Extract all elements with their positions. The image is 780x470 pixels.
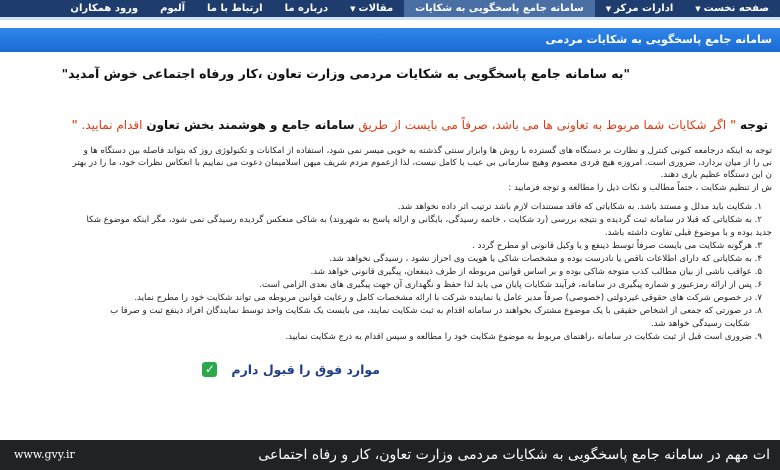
nav-item-label: درباره ما	[284, 3, 329, 14]
nav-item-label: مقالات	[358, 3, 394, 14]
accept-terms-row[interactable]	[202, 362, 380, 377]
intro-paragraph-line: ن این دستگاه عظیم یاری دهند.	[660, 170, 772, 180]
nav-item-label: آلبوم	[160, 3, 186, 14]
rule-item: ۵. عواقب ناشی از بیان مطالب کذب متوجه شاکی بوده و بر اساس قوانین مربوطه از طرف ذینفعان، پیگیری قانونی خواهد شد.	[310, 267, 762, 277]
rule-item: ۶. پس از ارائه رمزعبور و شماره پیگیری در سامانه، فرآیند شکایات پایان می یابد لذا حفظ و نگهداری آن جهت پیگیری های بعدی الزامی است.	[259, 280, 762, 290]
nav-item-home[interactable]	[684, 0, 780, 17]
rule-item-continued: شکایت رسیدگی خواهد شد.	[651, 319, 750, 329]
nav-item-about[interactable]	[274, 0, 340, 17]
intro-paragraph-line: توجه به اینکه درجامعه کنونی کنترل و نظارت بر دستگاه های گسترده با روش ها وابزار سنتی گذشته به خوبی میسر نمی شود، استفاده از امکانات و تکنولوژی روز که بتواند فاصله بین دستگاه ها و	[83, 146, 772, 156]
cooperative-notice	[71, 118, 768, 132]
nav-item-complaints-system[interactable]	[404, 0, 595, 17]
nav-item-label: ارتباط با ما	[207, 3, 263, 14]
nav-menu	[0, 0, 780, 17]
nav-divider	[0, 17, 780, 20]
rule-item-continued: جدید بوده و با موضوع قبلی تفاوت داشته باشد.	[604, 228, 772, 238]
rule-item: ۱. شکایت باید مدلل و مستند باشد. به شکایاتی که فاقد مستندات لازم باشد ترتیب اثر داده نخواهد شد.	[397, 202, 762, 212]
nav-item-label: سامانه جامع پاسخگویی به شکایات	[415, 3, 584, 14]
welcome-headline: "به سامانه جامع پاسخگویی به شکایات مردمی وزارت تعاون ،کار ورفاه اجتماعی خوش آمدید"	[61, 66, 630, 81]
rule-item: ۲. به شکایاتی که قبلا در سامانه ثبت گردیده و نتیجه بررسی (رد شکایت ، خاتمه رسیدگی، بایگانی و ارائه پاسخ به شهروند) به شاکی منعکس گردیده رسیدگی نمی شود، مگر اینکه موضوع شکا	[86, 215, 762, 225]
nav-item-central-offices[interactable]	[595, 0, 685, 17]
rule-item: ۸. در صورتی که جمعی از اشخاص حقیقی با یک موضوع مشترک بخواهند در سامانه اقدام به ثبت شکایت نمایند، می بایست یک شکایت واحد توسط نمایندگان افراد ذینفع ثبت و صرفا ب	[110, 306, 762, 316]
notice-text-1: اگر شکایات شما مربوط به تعاونی ها می باشد، صرفاً می بایست از طریق	[358, 118, 727, 132]
nav-item-contact[interactable]	[196, 0, 274, 17]
chevron-down-icon: ▼	[350, 5, 356, 13]
cooperative-system-link[interactable]: سامانه جامع و هوشمند بخش تعاون	[146, 118, 355, 132]
nav-item-label: صفحه نخست	[703, 3, 769, 14]
nav-item-staff-login[interactable]	[59, 0, 149, 17]
checkmark-icon: ✓	[204, 362, 215, 376]
banner-title: سامانه جامع پاسخگویی به شکایات مردمی	[545, 33, 772, 46]
rule-item: ۳. هرگونه شکایت می بایست صرفاً توسط ذینفع و یا وکیل قانونی او مطرح گردد .	[472, 241, 762, 251]
chevron-down-icon: ▼	[605, 5, 612, 13]
footer-title: ات مهم در سامانه جامع پاسخگویی به شکایات مردمی وزارت تعاون، کار و رفاه اجتماعی	[258, 447, 770, 463]
top-navigation	[0, 0, 780, 17]
instructions-intro: ش از تنظیم شکایت ، حتماً مطالب و نکات ذیل را مطالعه و توجه فرمایید :	[508, 183, 772, 193]
close-quote: "	[71, 118, 78, 132]
intro-paragraph-line: نی را از میان بردارد، ضروری است. امروزه هیچ فردی معصوم وهیچ سازمانی بی عیب یا کامل نیست، لذا ازعموم مردم شریف میهن اسلامیمان دعوت می نماییم با انعکاس نظرات خود، ما را در بهتر	[72, 158, 772, 168]
rule-item: ۴. به شکایاتی که دارای اطلاعات ناقص یا نادرست بوده و مشخصات شاکی یا هویت وی احراز نشود ، رسیدگی نخواهد شد.	[329, 254, 762, 264]
site-watermark[interactable]: www.gvy.ir	[14, 448, 75, 461]
rule-item: ۷. در خصوص شرکت های حقوقی غیردولتی (خصوصی) صرفاً مدیر عامل یا نماینده شرکت با ارائه مشخصات کامل و رعایت قوانین مربوطه می تواند شکایت خود را مطرح نماید.	[134, 293, 762, 303]
rule-item: ۹. ضروری است قبل از ثبت شکایت در سامانه ،راهنمای مربوط به موضوع شکایت خود را مطالعه و سپس اقدام به درج شکایت نمایید.	[285, 332, 762, 342]
accept-terms-label[interactable]: موارد فوق را قبول دارم	[231, 362, 380, 377]
open-quote: "	[729, 118, 737, 132]
nav-item-album[interactable]	[149, 0, 196, 17]
notice-label: توجه	[740, 118, 768, 132]
accept-terms-checkbox[interactable]	[202, 362, 217, 377]
nav-item-articles[interactable]	[339, 0, 404, 17]
chevron-down-icon: ▼	[695, 5, 701, 13]
nav-item-label: ادارات مرکز	[614, 3, 674, 14]
footer-bar	[0, 440, 780, 470]
nav-item-label: ورود همکاران	[70, 3, 139, 14]
main-content	[0, 52, 780, 440]
section-banner	[0, 28, 780, 52]
notice-text-2: اقدام نمایید.	[81, 118, 143, 132]
